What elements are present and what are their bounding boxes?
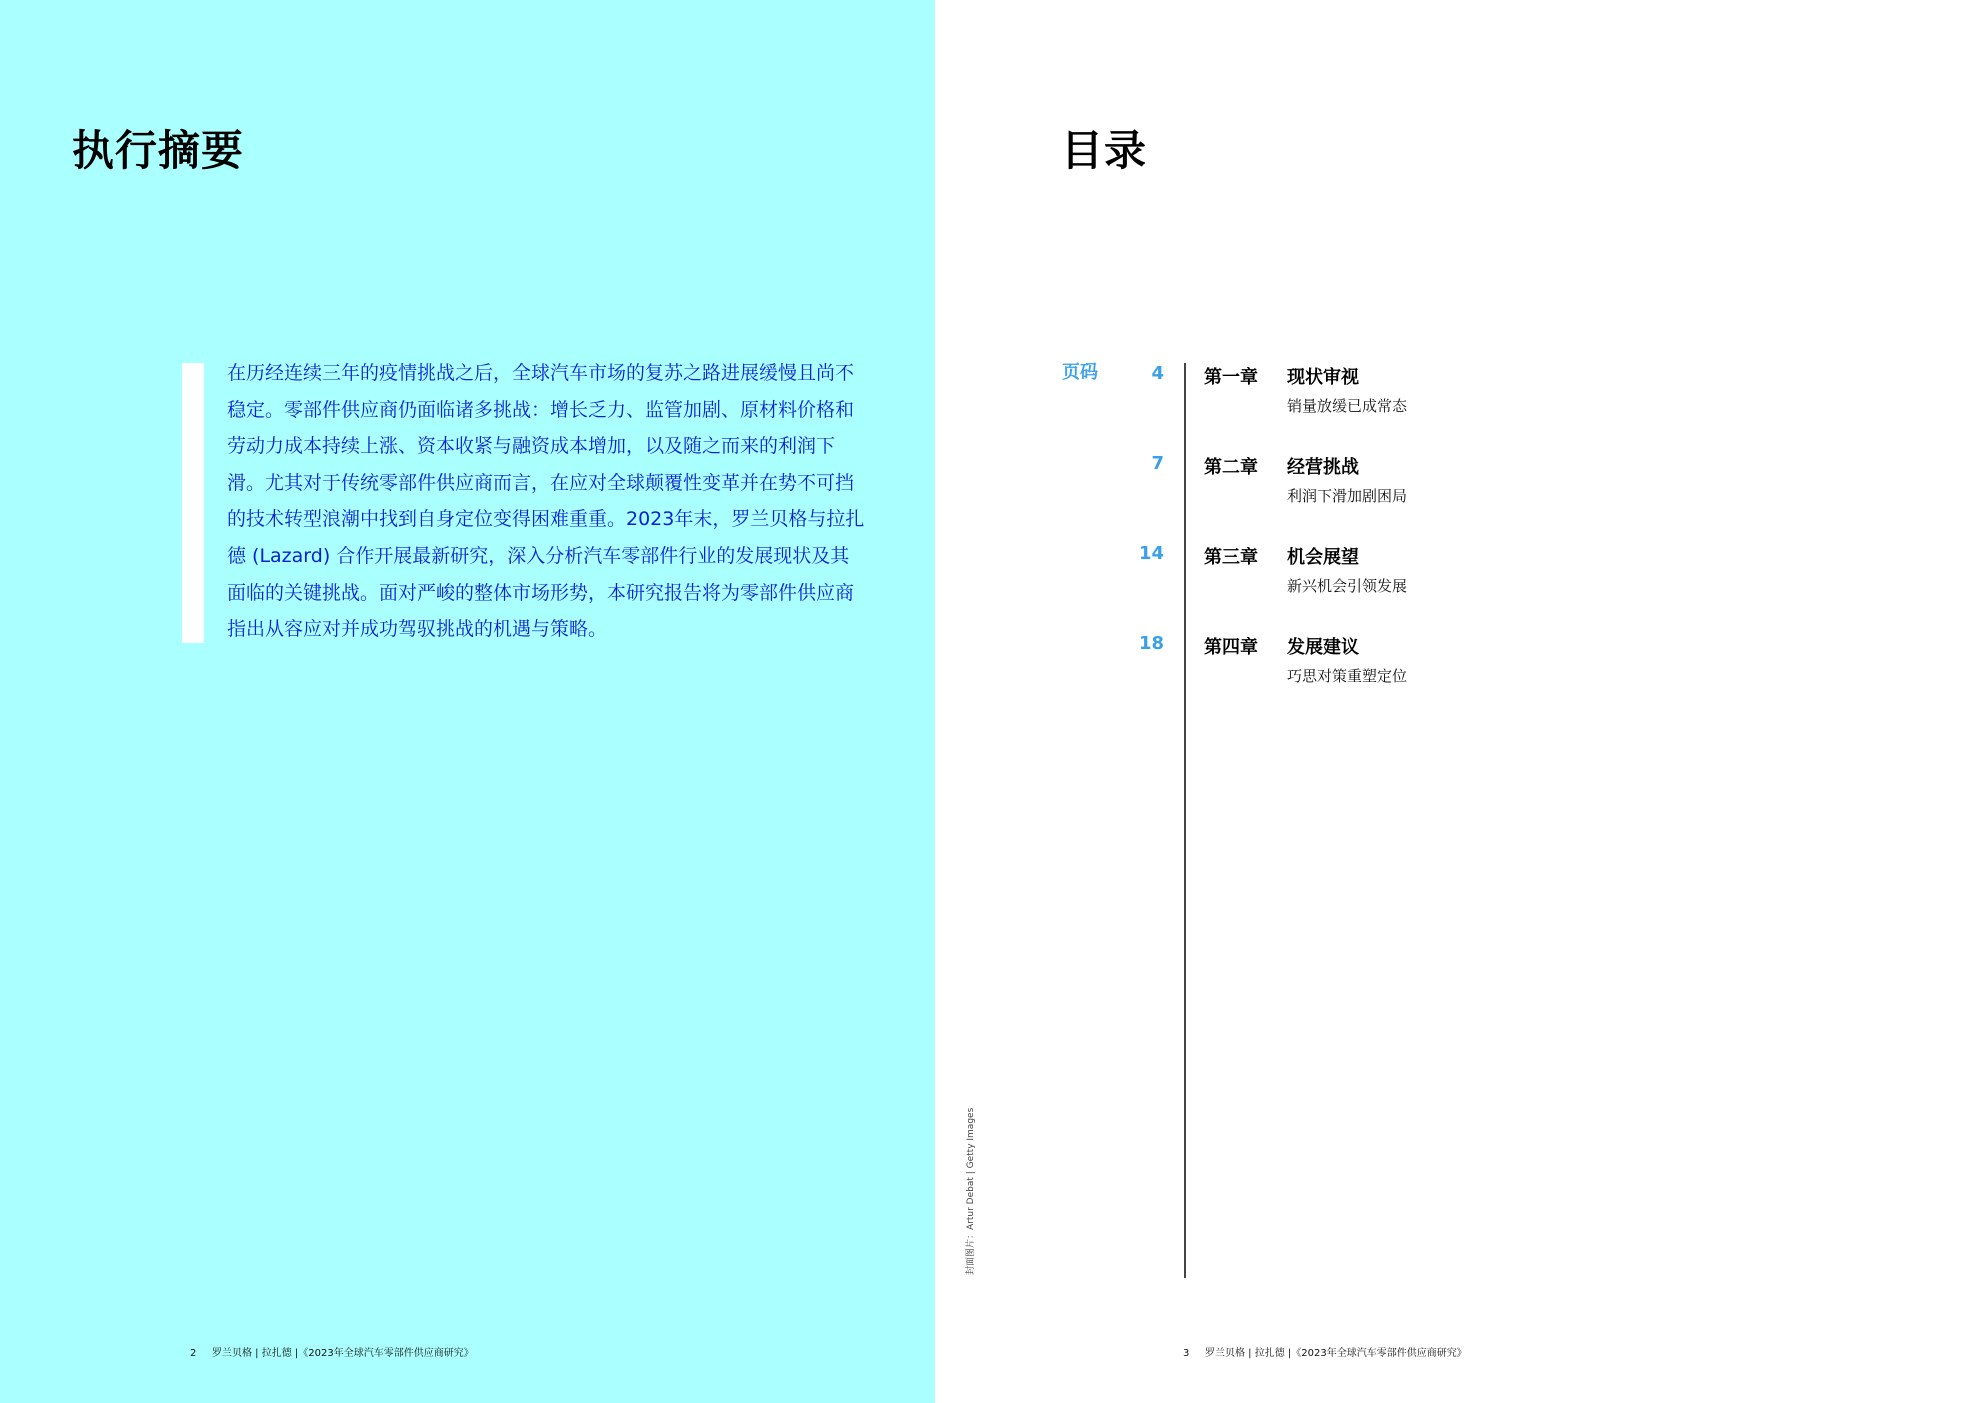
- toc-chapter-title: 发展建议: [1287, 637, 1359, 658]
- executive-summary-title: 执行摘要: [72, 126, 245, 175]
- toc-chapter-label: 第一章: [1204, 367, 1258, 388]
- left-footer: [190, 1344, 474, 1359]
- photo-credit: 封面图片：Artur Debat | Getty Images: [966, 1107, 976, 1275]
- right-footer: [1183, 1344, 1467, 1359]
- left-page-number: 2: [190, 1348, 197, 1359]
- right-footer-text: 罗兰贝格 | 拉扎德 |《2023年全球汽车零部件供应商研究》: [1205, 1348, 1467, 1359]
- toc-item-chapter-4[interactable]: [1100, 633, 1500, 693]
- toc-page-number: 14: [1138, 543, 1164, 564]
- toc-chapter-label: 第二章: [1204, 457, 1258, 478]
- toc-chapter-title: 现状审视: [1287, 367, 1359, 388]
- toc-title: 目录: [1061, 126, 1148, 175]
- left-footer-text: 罗兰贝格 | 拉扎德 |《2023年全球汽车零部件供应商研究》: [212, 1348, 474, 1359]
- toc-chapter-title: 机会展望: [1287, 547, 1359, 568]
- right-page: [935, 0, 1984, 1403]
- toc-item-chapter-2[interactable]: [1100, 453, 1500, 513]
- toc-chapter-label: 第四章: [1204, 637, 1258, 658]
- toc-page-number: 18: [1138, 633, 1164, 654]
- toc-chapter-subtitle: 销量放缓已成常态: [1287, 397, 1408, 415]
- toc-chapter-label: 第三章: [1204, 547, 1258, 568]
- toc-page-number: 7: [1151, 453, 1164, 474]
- toc-page-label: 页码: [1062, 362, 1098, 383]
- executive-summary-text: 在历经连续三年的疫情挑战之后，全球汽车市场的复苏之路进展缓慢且尚不稳定。零部件供应商仍面临诸多挑战：增长乏力、监管加剧、原材料价格和劳动力成本持续上涨、资本收紧与融资成本增加，以及随之而来的利润下滑。尤其对于传统零部件供应商而言，在应对全球颠覆性变革并在势不可挡的技术转型浪潮中找到自身定位变得困难重重。2023年末，罗兰贝格与拉扎德 (Lazard) 合作开展最新研究，深入分析汽车零部件行业的发展现状及其面临的关键挑战。面对严峻的整体市场形势，本研究报告将为零部件供应商指出从容应对并成功驾驭挑战的机遇与策略。: [227, 362, 865, 641]
- toc-chapter-title: 经营挑战: [1287, 457, 1359, 478]
- toc-chapter-subtitle: 新兴机会引领发展: [1287, 577, 1408, 595]
- toc-page-number: 4: [1151, 363, 1164, 384]
- toc-item-chapter-1[interactable]: [1100, 363, 1500, 423]
- left-page: [0, 0, 935, 1403]
- toc-item-chapter-3[interactable]: [1100, 543, 1500, 603]
- toc-chapter-subtitle: 巧思对策重塑定位: [1287, 667, 1408, 685]
- quote-bar: [182, 363, 204, 643]
- right-page-number: 3: [1183, 1348, 1190, 1359]
- toc-chapter-subtitle: 利润下滑加剧困局: [1287, 487, 1408, 505]
